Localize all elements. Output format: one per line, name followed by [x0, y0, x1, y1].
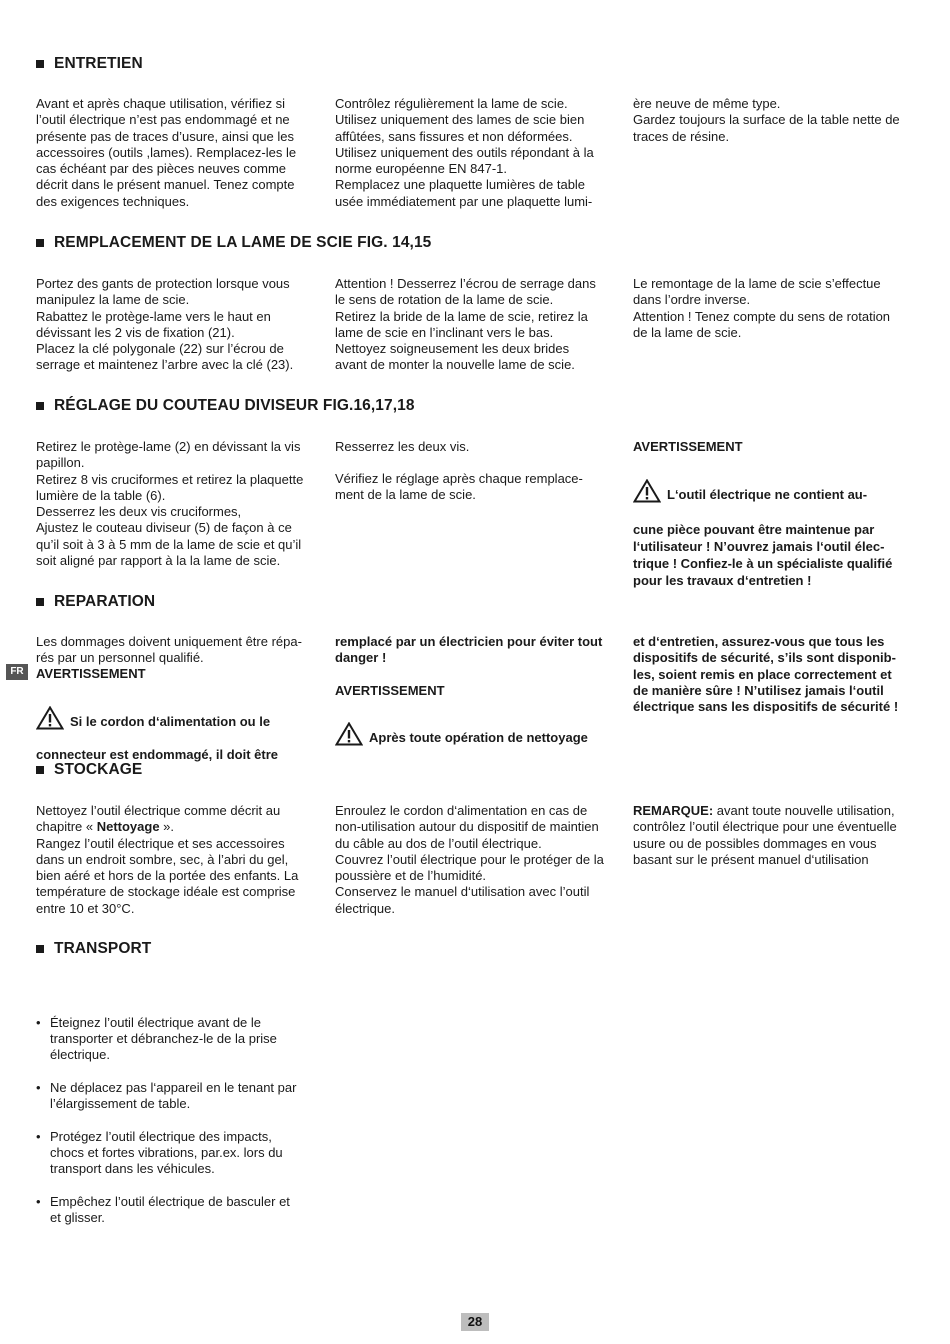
entretien-col1: Avant et après chaque utilisation, vérifiez si l’outil électrique n’est pas endommagé et ne présente pas de traces d’usure, ainsi que les accessoires (outils ,lames). Remplacez-les le cas échéant par des pièces neuves comme décrit dans le présent manuel. Tenez compte des exigences techniques.: [36, 96, 297, 209]
warning-triangle-icon: [335, 722, 363, 746]
reparation-col2-warning-label: AVERTISSEMENT: [335, 683, 445, 698]
section-heading-transport: TRANSPORT: [36, 940, 151, 958]
language-tag: FR: [6, 664, 28, 680]
warning-triangle-icon: [36, 706, 64, 730]
warning-triangle-icon: [633, 479, 661, 503]
remplacement-col1: Portez des gants de protection lorsque vous manipulez la lame de scie. Rabattez le protège-lame vers le haut en dévissant les 2 vis de fixation (21). Placez la clé polygonale (22) sur l’écrou de serrage et maintenez l’arbre avec la clé (23).: [36, 276, 294, 373]
reglage-col1: Retirez le protège-lame (2) en dévissant la vis papillon. Retirez 8 vis cruciformes et retirez la plaquette lumière de la table (6). Desserrez les deux vis cruciformes, Ajustez le couteau diviseur (5) de façon à ce qu’il soit à 3 à 5 mm de la lame de scie et qu’il soit aligné par rapport à la la lame de scie.: [36, 439, 304, 569]
reglage-warning: L‘outil électrique ne contient au- cune pièce pouvant être maintenue par l‘utilisateur ! N’ouvrez jamais l‘outil élec- trique ! Confiez-le à un spécialiste qualifié pour les travaux d‘entretien !: [633, 462, 915, 607]
stockage-col1: Nettoyez l’outil électrique comme décrit au chapitre « Nettoyage ». Rangez l’outil électrique et ses accessoires dans un endroit sombre, sec, à l’abri du gel, bien aéré et hors de la portée des enfants. La température de stockage idéale est comprise entre 10 et 30°C.: [36, 803, 299, 916]
section-heading-entretien: ENTRETIEN: [36, 55, 143, 73]
transport-list: [36, 982, 318, 1259]
stockage-col2: Enroulez le cordon d‘alimentation en cas de non-utilisation autour du dispositif de maintien du câble au dos de l’outil électrique. Couvrez l’outil électrique pour le protéger de la poussière et de l’humidité. Conservez le manuel d‘utilisation avec l’outil électrique.: [335, 803, 604, 916]
reparation-col2-text: remplacé par un électricien pour éviter tout danger !: [335, 634, 603, 666]
list-item: • Éteignez l’outil électrique avant de le transporter et débranchez-le de la prise électrique.: [36, 1015, 318, 1064]
list-item: • Empêchez l’outil électrique de basculer et et glisser.: [36, 1194, 318, 1227]
remplacement-col2: Attention ! Desserrez l’écrou de serrage dans le sens de rotation de la lame de scie. Retirez la bride de la lame de scie, retirez la lame de scie en l’inclinant vers le bas. Nettoyez soigneusement les deux brides avant de monter la nouvelle lame de scie.: [335, 276, 596, 373]
square-bullet-icon: [36, 60, 44, 68]
remplacement-col3: Le remontage de la lame de scie s’effectue dans l’ordre inverse. Attention ! Tenez compte du sens de rotation de la lame de scie.: [633, 276, 891, 340]
section-heading-reglage: RÉGLAGE DU COUTEAU DIVISEUR FIG.16,17,18: [36, 397, 415, 415]
reparation-col1-text: Les dommages doivent uniquement être répa- rés par un personnel qualifié.: [36, 634, 302, 666]
section-heading-stockage: STOCKAGE: [36, 761, 142, 779]
entretien-col3: ère neuve de même type. Gardez toujours la surface de la table nette de traces de résine.: [633, 96, 900, 144]
reparation-col3-text: et d‘entretien, assurez-vous que tous les dispositifs de sécurité, s’ils sont disponib- les, soient remis en place correctement et de manière sûre ! N’utilisez jamais l‘outil électrique sans les dispositifs de sécurité !: [633, 634, 899, 715]
page-number: 28: [461, 1313, 489, 1331]
square-bullet-icon: [36, 239, 44, 247]
reparation-col1-warning-label: AVERTISSEMENT: [36, 666, 146, 681]
entretien-col2: Contrôlez régulièrement la lame de scie. Utilisez uniquement des lames de scie bien affûtées, sans fissures et non déformées. Utilisez uniquement des outils répondant à la norme européenne EN 847-1. Remplacez une plaquette lumières de table usée immédiatement par une plaquette lumi-: [335, 96, 594, 209]
list-item: • Protégez l’outil électrique des impacts, chocs et fortes vibrations, par.ex. lors du transport dans les véhicules.: [36, 1129, 318, 1178]
square-bullet-icon: [36, 945, 44, 953]
reparation-col2-warning: Après toute opération de nettoyage: [335, 706, 617, 763]
square-bullet-icon: [36, 598, 44, 606]
square-bullet-icon: [36, 766, 44, 774]
square-bullet-icon: [36, 402, 44, 410]
reglage-warning-label: AVERTISSEMENT: [633, 439, 743, 454]
reglage-col2a: Resserrez les deux vis.: [335, 439, 470, 454]
stockage-col3: REMARQUE: avant toute nouvelle utilisation, contrôlez l’outil électrique pour une éventuelle usure ou de possibles dommages en vous basant sur le présent manuel d‘utilisation: [633, 803, 897, 867]
reparation-col1-warning: Si le cordon d‘alimentation ou le connecteur est endommagé, il doit être: [36, 690, 318, 779]
section-heading-remplacement: REMPLACEMENT DE LA LAME DE SCIE FIG. 14,15: [36, 234, 431, 252]
reglage-col2b: Vérifiez le réglage après chaque remplace- ment de la lame de scie.: [335, 471, 583, 503]
list-item: • Ne déplacez pas l‘appareil en le tenant par l’élargissement de table.: [36, 1080, 318, 1113]
section-heading-reparation: REPARATION: [36, 593, 155, 611]
